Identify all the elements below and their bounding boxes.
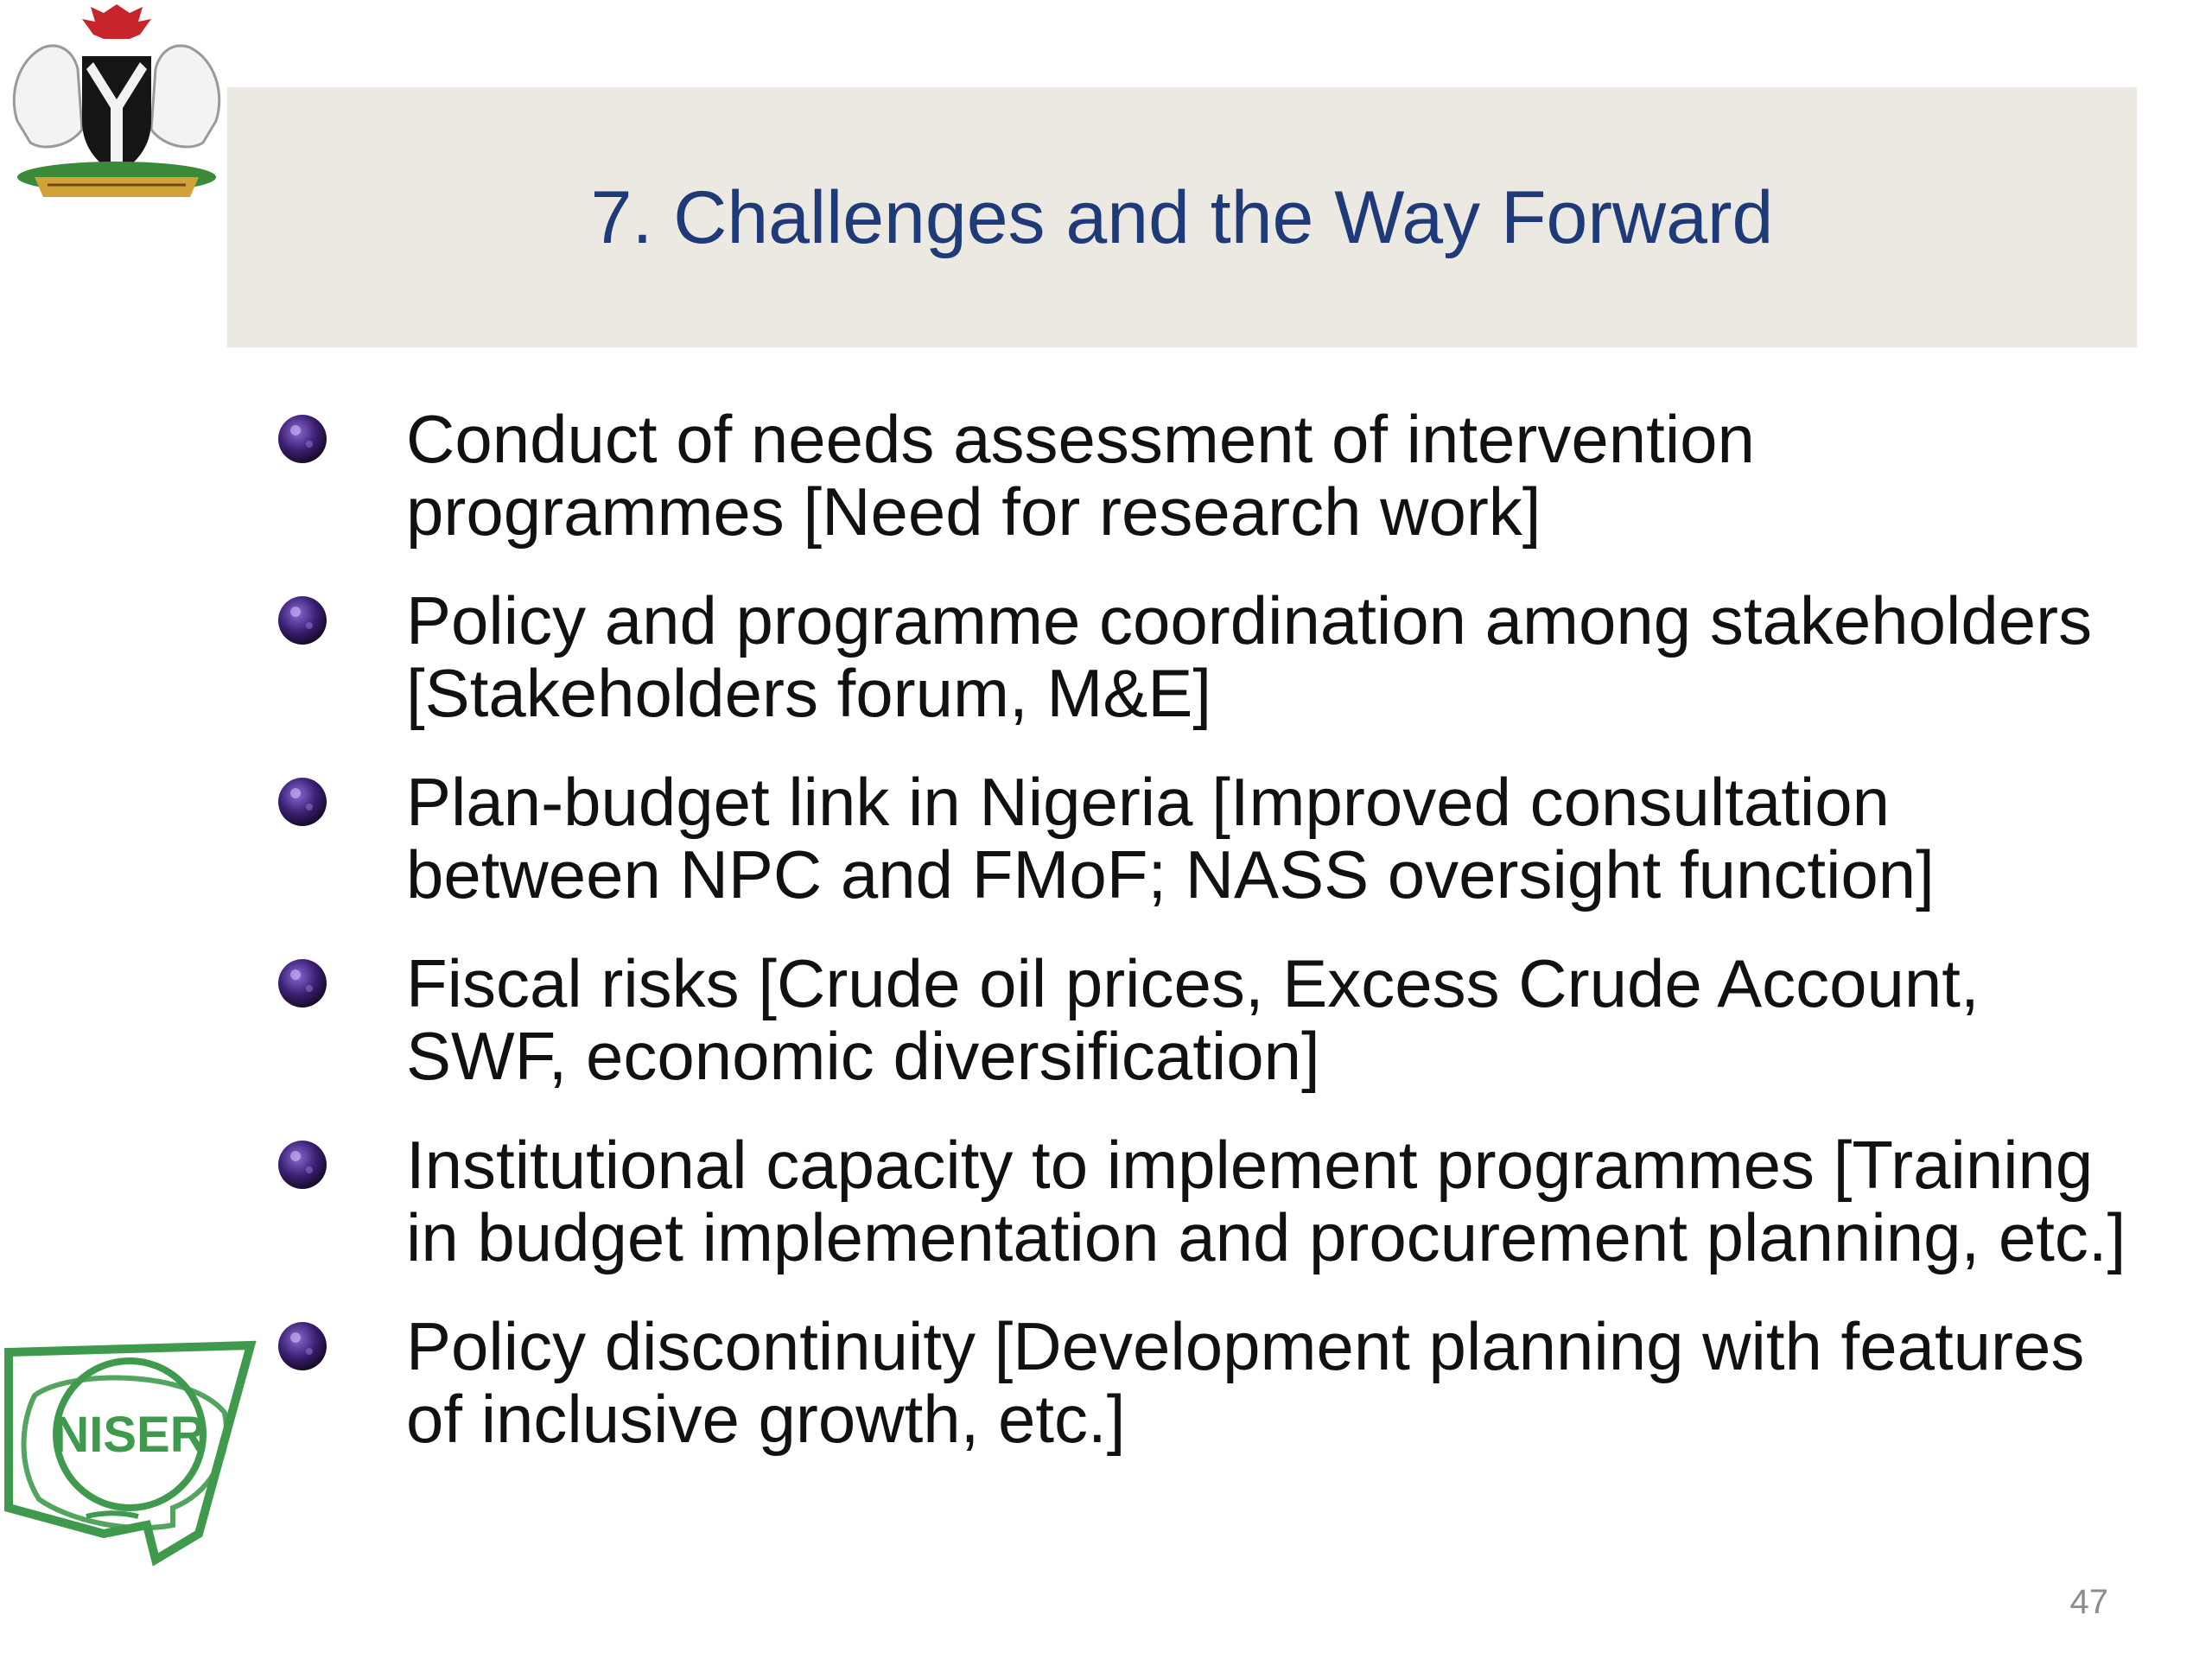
niser-logo [0, 1335, 264, 1577]
bullet-text: Fiscal risks [Crude oil prices, Excess Crude Account, SWF, economic diversification] [406, 945, 1980, 1094]
list-item [275, 1310, 2141, 1455]
bullet-icon [275, 411, 330, 467]
bullet-text: Conduct of needs assessment of intervention programmes [Need for research work] [406, 401, 1755, 550]
slide-title: 7. Challenges and the Way Forward [590, 175, 1774, 259]
bullet-icon [275, 1137, 330, 1192]
bullet-icon [275, 956, 330, 1011]
title-band [227, 87, 2137, 347]
list-item [275, 1128, 2141, 1274]
page-number: 47 [2069, 1583, 2108, 1621]
bullet-icon [275, 774, 330, 830]
bullet-text: Policy discontinuity [Development planning with features of inclusive growth, etc.] [406, 1308, 2085, 1457]
bullet-icon [275, 593, 330, 648]
niser-logo-text: NISER [53, 1407, 207, 1463]
list-item [275, 947, 2141, 1092]
bullet-text: Plan-budget link in Nigeria [Improved consultation between NPC and FMoF; NASS oversight function] [406, 764, 1935, 912]
bullet-text: Policy and programme coordination among stakeholders [Stakeholders forum, M&E] [406, 582, 2093, 731]
list-item [275, 403, 2141, 548]
list-item [275, 584, 2141, 729]
bullet-list [275, 403, 2141, 1491]
list-item [275, 766, 2141, 911]
coat-of-arms-icon [0, 0, 233, 207]
bullet-text: Institutional capacity to implement programmes [Training in budget implementation and procurement planning, etc.] [406, 1127, 2126, 1275]
bullet-icon [275, 1319, 330, 1374]
